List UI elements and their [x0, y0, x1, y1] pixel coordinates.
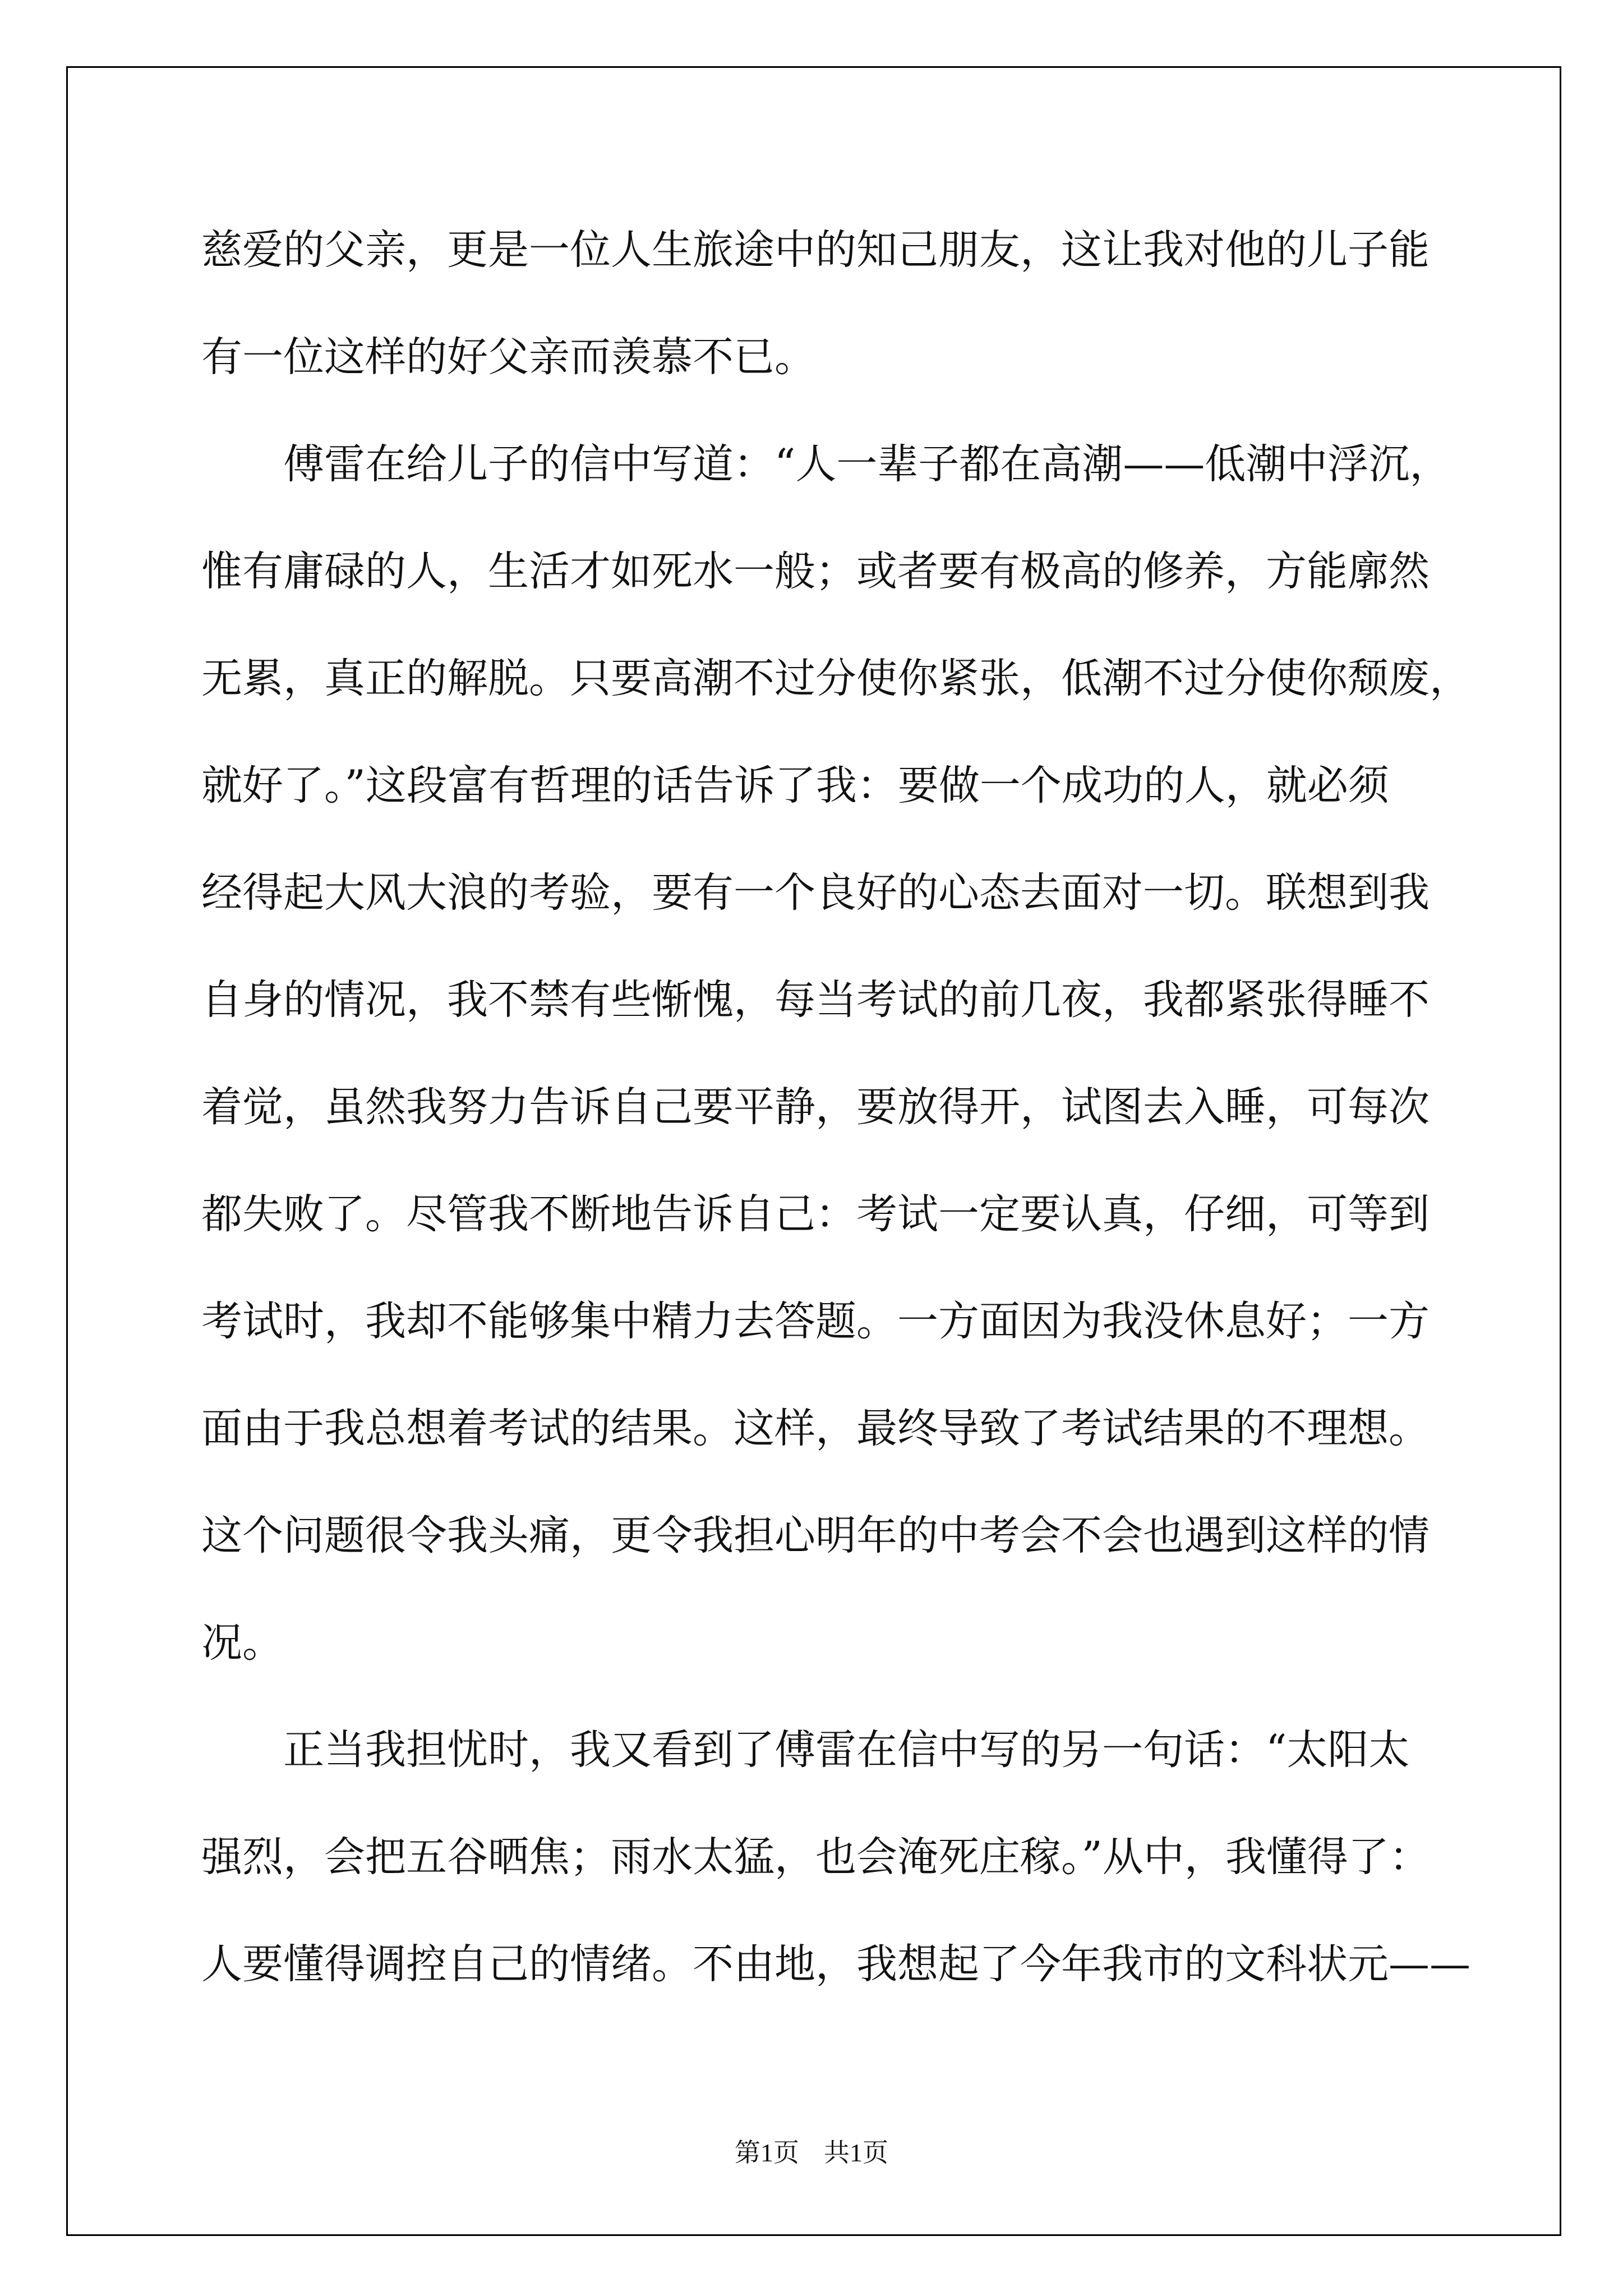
paragraph-first-line: 傅雷在给儿子的信中写道：“人一辈子都在高潮——低潮中浮沉， [283, 440, 1451, 488]
text-line: 无累，真正的解脱。只要高潮不过分使你紧张，低潮不过分使你颓废， [201, 655, 1470, 702]
text-line: 人要懂得调控自己的情绪。不由地，我想起了今年我市的文科状元—— [201, 1940, 1470, 1988]
text-line: 况。 [201, 1619, 283, 1667]
paragraph-first-line: 正当我担忧时，我又看到了傅雷在信中写的另一句话：“太阳太 [283, 1726, 1410, 1774]
text-line: 有一位这样的好父亲而羡慕不已。 [201, 333, 815, 381]
page-number-current: 第1页 [735, 2138, 799, 2167]
text-line: 经得起大风大浪的考验，要有一个良好的心态去面对一切。联想到我 [201, 869, 1430, 917]
text-line: 考试时，我却不能够集中精力去答题。一方面因为我没休息好；一方 [201, 1297, 1430, 1345]
text-line: 就好了。”这段富有哲理的话告诉了我：要做一个成功的人，就必须 [201, 762, 1389, 809]
text-line: 惟有庸碌的人，生活才如死水一般；或者要有极高的修养，方能廓然 [201, 547, 1430, 595]
text-line: 慈爱的父亲，更是一位人生旅途中的知己朋友，这让我对他的儿子能 [201, 226, 1430, 274]
page-number-total: 共1页 [824, 2138, 888, 2167]
page-footer [0, 2136, 1623, 2170]
text-line: 着觉，虽然我努力告诉自己要平静，要放得开，试图去入睡，可每次 [201, 1083, 1430, 1131]
text-line: 这个问题很令我头痛，更令我担心明年的中考会不会也遇到这样的情 [201, 1512, 1430, 1559]
text-line: 自身的情况，我不禁有些惭愧，每当考试的前几夜，我都紧张得睡不 [201, 976, 1430, 1024]
document-body [201, 196, 1491, 2018]
text-line: 强烈，会把五谷晒焦；雨水太猛，也会淹死庄稼。”从中，我懂得了： [201, 1833, 1430, 1881]
text-line: 都失败了。尽管我不断地告诉自己：考试一定要认真，仔细，可等到 [201, 1190, 1430, 1238]
text-line: 面由于我总想着考试的结果。这样，最终导致了考试结果的不理想。 [201, 1405, 1430, 1452]
